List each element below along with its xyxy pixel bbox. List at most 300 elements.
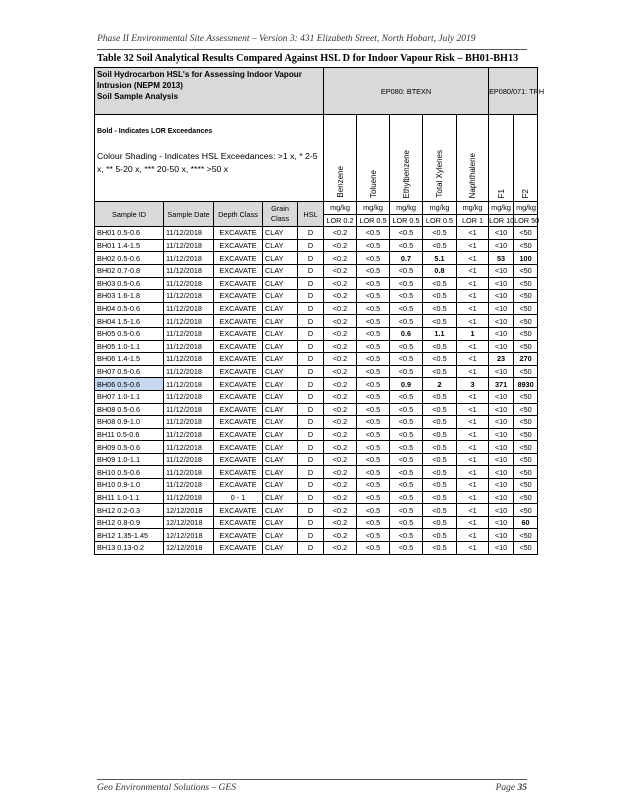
result-cell: <1 — [457, 491, 489, 504]
sample-date-cell: 11/12/2018 — [164, 277, 214, 290]
result-cell: <1 — [457, 239, 489, 252]
hsl-cell: D — [298, 227, 324, 240]
depth-class-cell: EXCAVATE — [214, 403, 263, 416]
result-cell: <0.2 — [324, 516, 357, 529]
results-table — [94, 67, 545, 555]
result-cell: <0.2 — [324, 239, 357, 252]
sample-id-cell: BH13 0.13-0.2 — [95, 542, 164, 555]
depth-class-cell: EXCAVATE — [214, 529, 263, 542]
result-cell: <0.5 — [390, 365, 423, 378]
result-cell: <0.2 — [324, 390, 357, 403]
table-row — [95, 491, 538, 504]
result-cell: <50 — [514, 390, 538, 403]
sample-date-cell: 12/12/2018 — [164, 504, 214, 517]
result-cell: <0.2 — [324, 378, 357, 391]
grain-class-cell: CLAY — [263, 453, 298, 466]
result-cell: <0.2 — [324, 264, 357, 277]
analyte-header-total-xylenes: Total Xylenes — [423, 115, 457, 202]
page-header: Phase II Environmental Site Assessment – Version 3: 431 Elizabeth Street, North Hobart, July 2019 — [97, 34, 476, 44]
hsl-cell: D — [298, 239, 324, 252]
result-cell: <0.5 — [390, 353, 423, 366]
result-cell: <0.5 — [357, 504, 390, 517]
result-cell: 23 — [489, 353, 514, 366]
footer-org: Geo Environmental Solutions – GES — [97, 783, 236, 793]
grain-class-cell: CLAY — [263, 504, 298, 517]
result-cell: <50 — [514, 290, 538, 303]
table-row — [95, 428, 538, 441]
sample-id-cell: BH05 1.0-1.1 — [95, 340, 164, 353]
sample-id-cell: BH02 0.7-0.8 — [95, 264, 164, 277]
result-cell: <0.5 — [423, 353, 457, 366]
result-cell: <10 — [489, 416, 514, 429]
result-cell: <0.5 — [423, 390, 457, 403]
grain-class-cell: CLAY — [263, 365, 298, 378]
grain-class-cell: CLAY — [263, 416, 298, 429]
hsl-cell: D — [298, 441, 324, 454]
result-cell: 5.1 — [423, 252, 457, 265]
hsl-cell: D — [298, 340, 324, 353]
sample-date-cell: 11/12/2018 — [164, 466, 214, 479]
result-cell: <10 — [489, 327, 514, 340]
result-cell: <0.2 — [324, 504, 357, 517]
depth-class-cell: EXCAVATE — [214, 315, 263, 328]
hsl-cell: D — [298, 453, 324, 466]
hsl-cell: D — [298, 542, 324, 555]
hsl-cell: D — [298, 290, 324, 303]
grain-class-cell: CLAY — [263, 264, 298, 277]
result-cell: <1 — [457, 403, 489, 416]
result-cell: <1 — [457, 302, 489, 315]
sample-date-cell: 11/12/2018 — [164, 239, 214, 252]
grain-class-cell: CLAY — [263, 353, 298, 366]
depth-class-cell: EXCAVATE — [214, 302, 263, 315]
sample-id-cell: BH10 0.5-0.6 — [95, 466, 164, 479]
result-cell: <50 — [514, 504, 538, 517]
result-cell: <0.5 — [357, 516, 390, 529]
result-cell: <10 — [489, 264, 514, 277]
result-cell: 3 — [457, 378, 489, 391]
col-header-sample-date: Sample Date — [164, 202, 214, 227]
result-cell: <0.2 — [324, 302, 357, 315]
result-cell: <0.5 — [357, 239, 390, 252]
lor-cell: LOR 50 — [514, 215, 540, 225]
result-cell: <0.5 — [390, 416, 423, 429]
result-cell: <1 — [457, 315, 489, 328]
result-cell: <0.5 — [357, 327, 390, 340]
result-cell: <0.2 — [324, 466, 357, 479]
result-cell: <10 — [489, 315, 514, 328]
analyte-header-f1: F1 — [489, 115, 514, 202]
result-cell: <0.5 — [423, 416, 457, 429]
sample-date-cell: 11/12/2018 — [164, 227, 214, 240]
lor-cell: LOR 0.5 — [390, 214, 423, 227]
unit-cell: mg/kg — [423, 202, 457, 215]
table-row — [95, 365, 538, 378]
result-cell: <1 — [457, 428, 489, 441]
result-cell: <0.5 — [357, 302, 390, 315]
result-cell: <0.5 — [357, 378, 390, 391]
result-cell: 1 — [457, 327, 489, 340]
result-cell: <0.5 — [390, 491, 423, 504]
result-cell: <0.5 — [423, 529, 457, 542]
result-cell: <50 — [514, 466, 538, 479]
unit-cell: mg/kg — [457, 202, 489, 215]
legend-shading-note: Colour Shading - Indicates HSL Exceedances: >1 x, * 2-5 x, ** 5-20 x, *** 20-50 x, **** >50 x — [97, 151, 318, 174]
result-cell: <0.5 — [390, 428, 423, 441]
depth-class-cell: EXCAVATE — [214, 378, 263, 391]
analyte-header-ethylbenzene: Ethylbenzene — [390, 115, 423, 202]
hsl-cell: D — [298, 353, 324, 366]
page-footer — [97, 783, 527, 793]
result-cell: 53 — [489, 252, 514, 265]
table-row — [95, 378, 538, 391]
result-cell: <0.5 — [357, 441, 390, 454]
result-cell: <10 — [489, 390, 514, 403]
result-cell: <0.5 — [423, 441, 457, 454]
result-cell: <10 — [489, 365, 514, 378]
result-cell: <0.5 — [423, 302, 457, 315]
result-cell: <1 — [457, 441, 489, 454]
sample-id-cell: BH11 0.5-0.6 — [95, 428, 164, 441]
table-row — [95, 416, 538, 429]
result-cell: <0.5 — [357, 315, 390, 328]
sample-id-cell: BH07 0.5-0.6 — [95, 365, 164, 378]
table-row — [95, 302, 538, 315]
table-row — [95, 441, 538, 454]
result-cell: <10 — [489, 453, 514, 466]
depth-class-cell: EXCAVATE — [214, 390, 263, 403]
sample-date-cell: 11/12/2018 — [164, 302, 214, 315]
sample-date-cell: 11/12/2018 — [164, 416, 214, 429]
grain-class-cell: CLAY — [263, 378, 298, 391]
depth-class-cell: 0 - 1 — [214, 491, 263, 504]
result-cell: <0.5 — [390, 504, 423, 517]
result-cell: <10 — [489, 491, 514, 504]
result-cell: <50 — [514, 479, 538, 492]
footer-rule — [97, 779, 527, 780]
result-cell: 270 — [514, 353, 538, 366]
sample-id-cell: BH06 1.4-1.5 — [95, 353, 164, 366]
result-cell: <0.5 — [357, 416, 390, 429]
result-cell: <0.2 — [324, 453, 357, 466]
hsl-cell: D — [298, 315, 324, 328]
sample-date-cell: 12/12/2018 — [164, 542, 214, 555]
grain-class-cell: CLAY — [263, 252, 298, 265]
depth-class-cell: EXCAVATE — [214, 290, 263, 303]
hsl-cell: D — [298, 378, 324, 391]
hsl-cell: D — [298, 479, 324, 492]
hsl-cell: D — [298, 504, 324, 517]
sample-date-cell: 12/12/2018 — [164, 516, 214, 529]
result-cell: <0.5 — [357, 428, 390, 441]
depth-class-cell: EXCAVATE — [214, 277, 263, 290]
result-cell: <1 — [457, 390, 489, 403]
sample-id-cell: BH10 0.9-1.0 — [95, 479, 164, 492]
result-cell: <50 — [514, 542, 538, 555]
sample-id-cell: BH11 1.0-1.1 — [95, 491, 164, 504]
result-cell: <0.5 — [390, 403, 423, 416]
result-cell: <0.5 — [390, 529, 423, 542]
hsl-cell: D — [298, 403, 324, 416]
result-cell: <0.5 — [357, 390, 390, 403]
result-cell: <0.5 — [423, 453, 457, 466]
result-cell: <0.5 — [423, 504, 457, 517]
table-row — [95, 390, 538, 403]
result-cell: <10 — [489, 239, 514, 252]
result-cell: <0.5 — [357, 290, 390, 303]
table-row — [95, 466, 538, 479]
result-cell: <0.5 — [357, 466, 390, 479]
sample-id-cell: BH09 0.5-0.6 — [95, 441, 164, 454]
result-cell: <50 — [514, 327, 538, 340]
result-cell: <0.5 — [357, 542, 390, 555]
sample-date-cell: 11/12/2018 — [164, 340, 214, 353]
result-cell: <10 — [489, 529, 514, 542]
grain-class-cell: CLAY — [263, 302, 298, 315]
result-cell: <0.5 — [357, 227, 390, 240]
result-cell: <0.5 — [423, 290, 457, 303]
result-cell: <0.2 — [324, 340, 357, 353]
depth-class-cell: EXCAVATE — [214, 504, 263, 517]
result-cell: <50 — [514, 264, 538, 277]
result-cell: <0.2 — [324, 491, 357, 504]
depth-class-cell: EXCAVATE — [214, 416, 263, 429]
table-row — [95, 353, 538, 366]
result-cell: <1 — [457, 353, 489, 366]
table-row — [95, 264, 538, 277]
result-cell: <0.5 — [423, 542, 457, 555]
result-cell: <1 — [457, 529, 489, 542]
result-cell: <0.2 — [324, 227, 357, 240]
result-cell: <0.2 — [324, 327, 357, 340]
table-caption: Table 32 Soil Analytical Results Compared Against HSL D for Indoor Vapour Risk – BH01-BH13 — [97, 53, 519, 64]
lor-cell: LOR 1 — [457, 214, 489, 227]
result-cell: <0.5 — [390, 340, 423, 353]
result-cell: <10 — [489, 441, 514, 454]
sample-date-cell: 12/12/2018 — [164, 529, 214, 542]
sample-id-cell: BH01 0.5-0.6 — [95, 227, 164, 240]
result-cell: <10 — [489, 277, 514, 290]
result-cell: <0.5 — [357, 365, 390, 378]
result-cell: <1 — [457, 365, 489, 378]
sample-date-cell: 11/12/2018 — [164, 327, 214, 340]
grain-class-cell: CLAY — [263, 290, 298, 303]
result-cell: <0.5 — [390, 277, 423, 290]
analyte-header-benzene: Benzene — [324, 115, 357, 202]
result-cell: <0.5 — [423, 479, 457, 492]
table-row — [95, 239, 538, 252]
sample-id-cell: BH08 0.9-1.0 — [95, 416, 164, 429]
result-cell: <50 — [514, 491, 538, 504]
lor-cell: LOR 0.2 — [324, 214, 357, 227]
sample-date-cell: 11/12/2018 — [164, 403, 214, 416]
hsl-cell: D — [298, 327, 324, 340]
result-cell: <0.2 — [324, 479, 357, 492]
result-cell: <0.5 — [357, 353, 390, 366]
result-cell: <0.5 — [423, 491, 457, 504]
depth-class-cell: EXCAVATE — [214, 227, 263, 240]
result-cell: <1 — [457, 479, 489, 492]
result-cell: <0.5 — [357, 453, 390, 466]
table-title-line1: Soil Hydrocarbon HSL's for Assessing Indoor Vapour Intrusion (NEPM 2013) — [97, 70, 302, 90]
result-cell: <0.5 — [357, 340, 390, 353]
depth-class-cell: EXCAVATE — [214, 327, 263, 340]
sample-date-cell: 11/12/2018 — [164, 264, 214, 277]
table-row — [95, 542, 538, 555]
result-cell: <0.5 — [357, 252, 390, 265]
result-cell: <0.2 — [324, 416, 357, 429]
result-cell: <1 — [457, 504, 489, 517]
result-cell: <0.2 — [324, 542, 357, 555]
hsl-cell: D — [298, 428, 324, 441]
result-cell: <50 — [514, 365, 538, 378]
result-cell: <1 — [457, 453, 489, 466]
hsl-cell: D — [298, 390, 324, 403]
result-cell: <0.5 — [423, 365, 457, 378]
grain-class-cell: CLAY — [263, 390, 298, 403]
hsl-cell: D — [298, 264, 324, 277]
depth-class-cell: EXCAVATE — [214, 441, 263, 454]
result-cell: <1 — [457, 264, 489, 277]
result-cell: <0.5 — [423, 403, 457, 416]
header-rule — [97, 49, 527, 50]
sample-id-cell: BH07 1.0-1.1 — [95, 390, 164, 403]
result-cell: <0.2 — [324, 277, 357, 290]
grain-class-cell: CLAY — [263, 491, 298, 504]
result-cell: <1 — [457, 516, 489, 529]
depth-class-cell: EXCAVATE — [214, 479, 263, 492]
analyte-header-f2: F2 — [514, 115, 538, 202]
result-cell: <0.2 — [324, 403, 357, 416]
result-cell: 0.7 — [390, 252, 423, 265]
result-cell: <0.5 — [390, 479, 423, 492]
result-cell: <10 — [489, 403, 514, 416]
result-cell: <50 — [514, 227, 538, 240]
depth-class-cell: EXCAVATE — [214, 542, 263, 555]
hsl-cell: D — [298, 529, 324, 542]
depth-class-cell: EXCAVATE — [214, 239, 263, 252]
result-cell: <0.5 — [390, 516, 423, 529]
grain-class-cell: CLAY — [263, 239, 298, 252]
result-cell: <10 — [489, 504, 514, 517]
result-cell: <50 — [514, 239, 538, 252]
grain-class-cell: CLAY — [263, 542, 298, 555]
result-cell: <0.5 — [357, 491, 390, 504]
sample-date-cell: 11/12/2018 — [164, 428, 214, 441]
result-cell: <50 — [514, 529, 538, 542]
result-cell: <10 — [489, 516, 514, 529]
hsl-cell: D — [298, 516, 324, 529]
table-row — [95, 340, 538, 353]
result-cell: <0.5 — [390, 264, 423, 277]
sample-id-cell: BH03 1.6-1.8 — [95, 290, 164, 303]
sample-date-cell: 11/12/2018 — [164, 365, 214, 378]
sample-date-cell: 11/12/2018 — [164, 453, 214, 466]
hsl-cell: D — [298, 277, 324, 290]
sample-date-cell: 11/12/2018 — [164, 378, 214, 391]
result-cell: <0.5 — [423, 239, 457, 252]
unit-cell: mg/kg — [357, 202, 390, 215]
result-cell: 2 — [423, 378, 457, 391]
result-cell: <0.5 — [423, 227, 457, 240]
result-cell: <0.5 — [423, 277, 457, 290]
table-row — [95, 529, 538, 542]
result-cell: <0.5 — [423, 466, 457, 479]
result-cell: <0.5 — [423, 340, 457, 353]
lor-cell: LOR 0.5 — [423, 214, 457, 227]
result-cell: <50 — [514, 340, 538, 353]
sample-date-cell: 11/12/2018 — [164, 252, 214, 265]
result-cell: <1 — [457, 340, 489, 353]
table-title-line2: Soil Sample Analysis — [97, 92, 179, 101]
result-cell: <0.2 — [324, 315, 357, 328]
grain-class-cell: CLAY — [263, 340, 298, 353]
result-cell: <0.5 — [390, 453, 423, 466]
depth-class-cell: EXCAVATE — [214, 353, 263, 366]
result-cell: <0.2 — [324, 353, 357, 366]
sample-id-cell: BH04 0.5-0.6 — [95, 302, 164, 315]
grain-class-cell: CLAY — [263, 315, 298, 328]
depth-class-cell: EXCAVATE — [214, 428, 263, 441]
result-cell: <50 — [514, 428, 538, 441]
table-row — [95, 290, 538, 303]
result-cell: <0.2 — [324, 365, 357, 378]
sample-date-cell: 11/12/2018 — [164, 315, 214, 328]
result-cell: <0.5 — [390, 302, 423, 315]
result-cell: <50 — [514, 315, 538, 328]
result-cell: <1 — [457, 466, 489, 479]
col-header-depth-class: Depth Class — [214, 202, 263, 227]
result-cell: <0.5 — [390, 239, 423, 252]
result-cell: <50 — [514, 441, 538, 454]
depth-class-cell: EXCAVATE — [214, 466, 263, 479]
group-header-trh: EP080/071: TRH — [489, 68, 538, 115]
group-header-btexn: EP080: BTEXN — [324, 68, 489, 115]
page-number: Page 35 — [495, 783, 527, 793]
result-cell: <50 — [514, 416, 538, 429]
sample-id-cell: BH02 0.5-0.6 — [95, 252, 164, 265]
result-cell: <0.5 — [390, 390, 423, 403]
lor-cell: LOR 10 — [489, 215, 515, 225]
sample-date-cell: 11/12/2018 — [164, 290, 214, 303]
hsl-cell: D — [298, 466, 324, 479]
sample-date-cell: 11/12/2018 — [164, 390, 214, 403]
result-cell: 100 — [514, 252, 538, 265]
grain-class-cell: CLAY — [263, 327, 298, 340]
result-cell: 8930 — [514, 378, 538, 391]
result-cell: 1.1 — [423, 327, 457, 340]
result-cell: <10 — [489, 428, 514, 441]
result-cell: <0.2 — [324, 529, 357, 542]
result-cell: <0.5 — [357, 479, 390, 492]
result-cell: <1 — [457, 290, 489, 303]
table-row — [95, 403, 538, 416]
grain-class-cell: CLAY — [263, 227, 298, 240]
table-row — [95, 327, 538, 340]
result-cell: <0.2 — [324, 441, 357, 454]
result-cell: 0.9 — [390, 378, 423, 391]
col-header-sample-id: Sample ID — [95, 202, 164, 227]
unit-cell: mg/kg — [489, 202, 514, 215]
table-title — [95, 68, 324, 115]
sample-id-cell: BH04 1.5-1.6 — [95, 315, 164, 328]
table-row — [95, 504, 538, 517]
depth-class-cell: EXCAVATE — [214, 516, 263, 529]
result-cell: <10 — [489, 227, 514, 240]
result-cell: <50 — [514, 302, 538, 315]
legend-bold-note: Bold - Indicates LOR Exceedances — [97, 128, 213, 135]
grain-class-cell: CLAY — [263, 441, 298, 454]
